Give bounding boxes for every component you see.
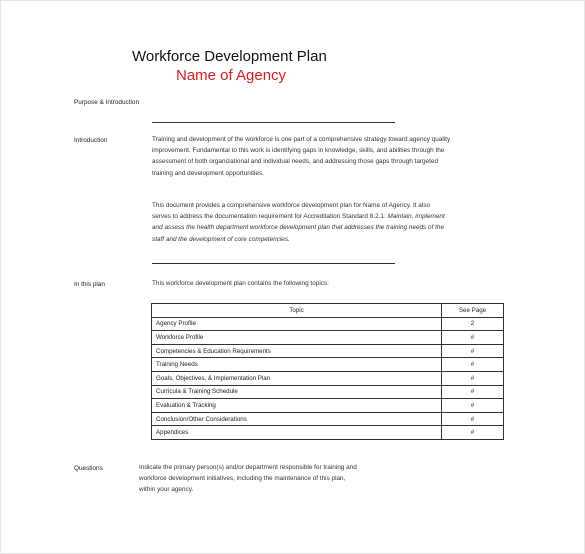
topics-table — [151, 303, 504, 440]
table-row — [152, 412, 504, 426]
introduction-paragraph-2 — [152, 200, 445, 245]
agency-name-subtitle: Name of Agency — [176, 67, 287, 84]
text-line: assessment of both organizational and individual needs, and addressing those gaps through targeted — [152, 158, 438, 166]
page-cell: # — [442, 399, 504, 413]
text-line-italic: staff and the development of core competencies. — [152, 235, 290, 243]
document-title: Workforce Development Plan — [132, 48, 327, 65]
text-line: training and development opportunities. — [152, 169, 264, 177]
in-this-plan-heading: In this plan — [74, 281, 105, 288]
topic-cell: Appendices — [152, 426, 442, 440]
page-cell: # — [442, 358, 504, 372]
topic-cell: Training Needs — [152, 358, 442, 372]
page-cell: # — [442, 412, 504, 426]
page-cell: # — [442, 385, 504, 399]
section-divider — [152, 263, 395, 264]
page-cell: 2 — [442, 317, 504, 331]
text-line: within your agency. — [139, 486, 194, 494]
topic-cell: Evaluation & Tracking — [152, 399, 442, 413]
see-page-column-header: See Page — [442, 304, 504, 318]
text-line-italic: and assess the health department workforce development plan that addresses the training needs of the — [152, 224, 445, 232]
text-line — [152, 211, 445, 222]
table-row — [152, 399, 504, 413]
section-divider — [152, 122, 395, 123]
page-cell: # — [442, 371, 504, 385]
text-line: This document provides a comprehensive workforce development plan for Name of Agency. It also — [152, 202, 431, 209]
topic-column-header: Topic — [152, 304, 442, 318]
table-row — [152, 358, 504, 372]
text-line: Training and development of the workforce is one part of a comprehensive strategy toward agency quality — [152, 136, 451, 143]
topic-cell: Conclusion/Other Considerations — [152, 412, 442, 426]
topic-cell: Competencies & Education Requirements — [152, 344, 442, 358]
topic-cell: Workforce Profile — [152, 331, 442, 345]
purpose-introduction-heading: Purpose & Introduction — [74, 99, 140, 106]
page-cell: # — [442, 331, 504, 345]
table-row — [152, 426, 504, 440]
table-row — [152, 344, 504, 358]
topic-cell: Agency Profile — [152, 317, 442, 331]
topic-cell: Curricula & Training Schedule — [152, 385, 442, 399]
table-header-row — [152, 304, 504, 318]
topic-cell: Goals, Objectives, & Implementation Plan — [152, 371, 442, 385]
introduction-heading: Introduction — [74, 137, 108, 144]
questions-text — [139, 462, 357, 496]
introduction-paragraph-1 — [152, 134, 450, 179]
table-row — [152, 317, 504, 331]
text-line: improvement. Fundamental to this work is identifying gaps in knowledge, skills, and abilities through the — [152, 147, 445, 155]
table-row — [152, 331, 504, 345]
page-cell: # — [442, 344, 504, 358]
accreditation-standard-quote: Maintain, implement — [387, 213, 445, 221]
table-row — [152, 371, 504, 385]
table-row — [152, 385, 504, 399]
plan-intro-text: This workforce development plan contains the following topics: — [152, 280, 329, 287]
text-line-plain: serves to address the documentation requirement for Accreditation Standard 8.2.1: — [152, 213, 386, 221]
text-line: workforce development initiatives, including the maintenance of this plan, — [139, 475, 346, 483]
questions-heading: Questions — [74, 465, 103, 472]
text-line: Indicate the primary person(s) and/or department responsible for training and — [139, 464, 357, 471]
page-cell: # — [442, 426, 504, 440]
